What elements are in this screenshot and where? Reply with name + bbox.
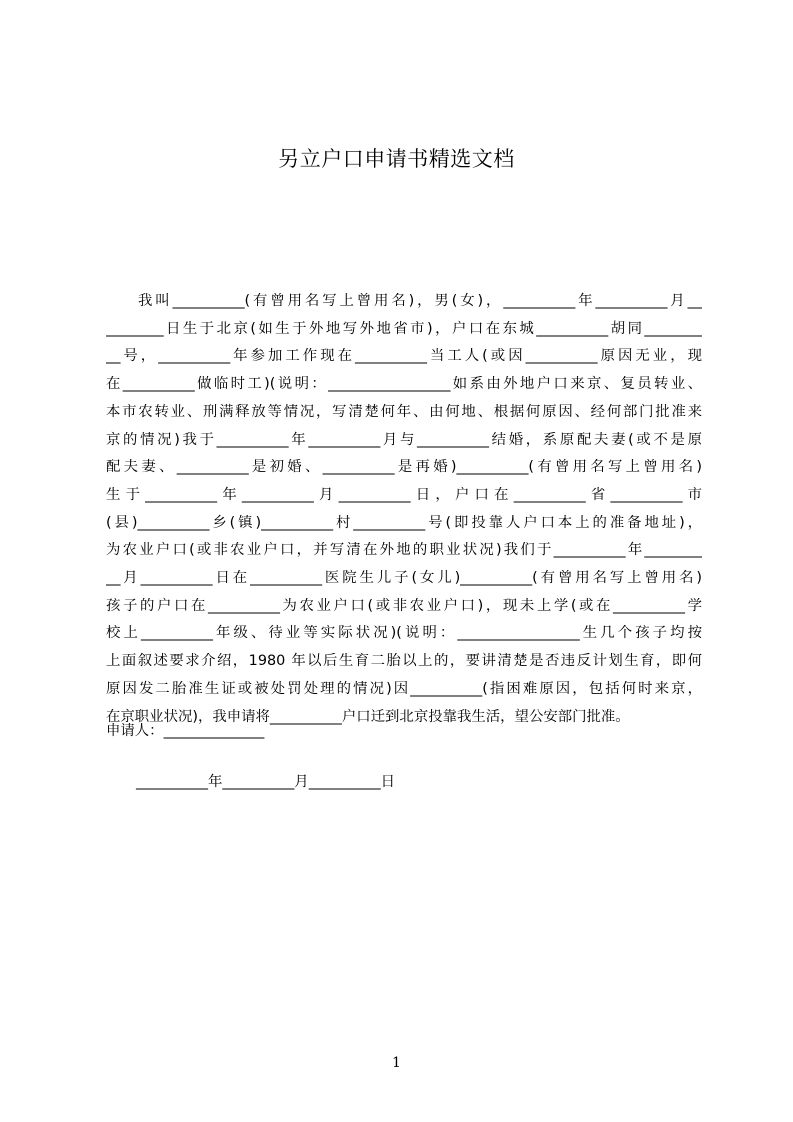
page-number: 1 (392, 1055, 401, 1071)
date-line: __________年__________月__________日 (136, 774, 396, 790)
body-line: 我叫__________(有曾用名写上曾用名)，男(女)，__________年__________月__ (138, 293, 702, 309)
body-line: 配夫妻、__________是初婚、__________是再婚)__________(有曾用名写上曾用名) (106, 459, 702, 476)
document-title: 另立户口申请书精选文档 (278, 147, 515, 171)
body-line: __号，__________年参加工作现在__________当工人(或因__________原因无业，现 (106, 348, 702, 365)
body-line: 在京职业状况)，我申请将__________户口迁到北京投靠我生活，望公安部门批准。 (106, 708, 630, 725)
body-line: 京的情况)我于__________年__________月与__________结婚，系原配夫妻(或不是原 (106, 431, 702, 448)
body-line: 在__________做临时工)(说明：_________________如系由外地户口来京、复员转业、 (106, 376, 702, 393)
body-line: (县)__________乡(镇)__________村__________号(即投靠人户口本上的准备地址)， (106, 514, 702, 531)
body-line: 本市农转业、刑满释放等情况，写清楚何年、由何地、根据何原因、经何部门批准来 (106, 403, 702, 420)
body-line: 原因发二胎准生证或被处罚处理的情况)因__________(指困难原因，包括何时来京， (106, 680, 702, 697)
body-line: 上面叙述要求介绍，1980 年以后生育二胎以上的，要讲清楚是否违反计划生育，即何 (106, 653, 702, 670)
body-line: 生于__________年__________月__________日，户口在__________省__________市 (106, 486, 702, 503)
body-line: ________日生于北京(如生于外地写外地省市)，户口在东城__________胡同________ (106, 320, 702, 337)
application-body (106, 288, 702, 731)
body-line: 为农业户口(或非农业户口，并写清在外地的职业状况)我们于__________年________ (106, 542, 702, 559)
body-line: __月__________日在__________医院生儿子(女儿)__________(有曾用名写上曾用名) (106, 570, 702, 587)
applicant-signature-line: 申请人：______________ (106, 723, 265, 739)
body-line: 校上__________年级、待业等实际状况)(说明：_________________生几个孩子均按 (106, 625, 702, 642)
body-line: 孩子的户口在__________为农业户口(或非农业户口)，现未上学(或在__________学 (106, 597, 702, 614)
